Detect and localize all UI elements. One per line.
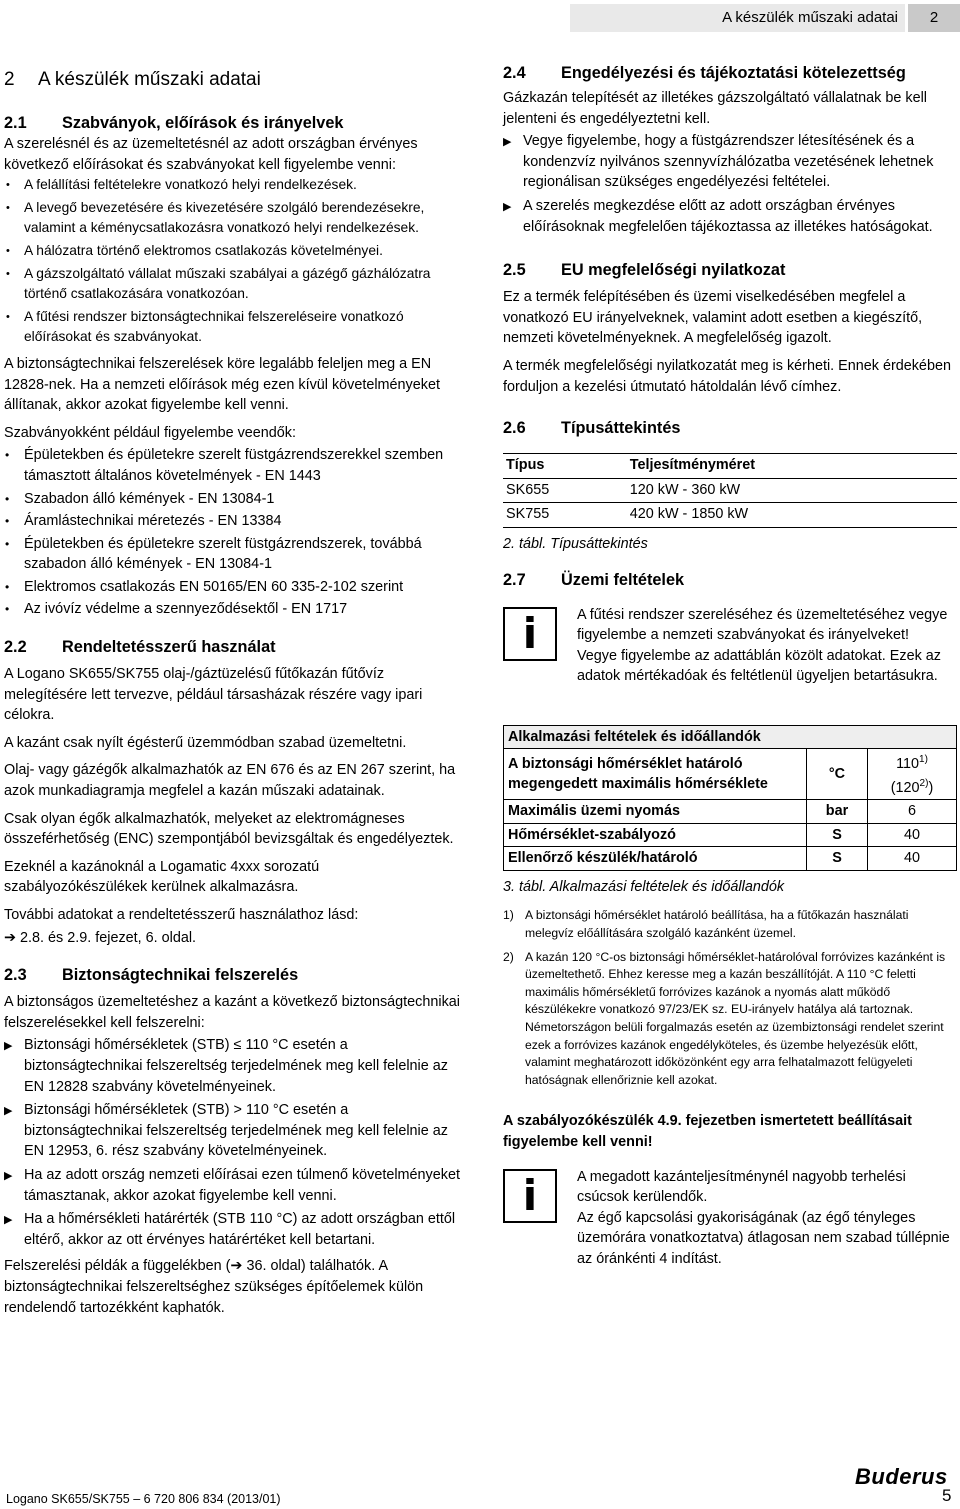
info-note-2: [503, 1167, 957, 1270]
right-column: [503, 62, 957, 1270]
footnote: [503, 949, 957, 1090]
section-2-1-heading: 2.1 Szabványok, előírások és irányelvek: [4, 114, 344, 132]
section-2-1-paragraph: A biztonságtechnikai felszerelések köre legalább feleljen meg a EN 12828-nek. Ha a nemzeti előírások még ezen kívül követelményeket állítanak, akkor azokat figyelembe kell venni.: [4, 355, 440, 414]
paragraph: Ezeknél a kazánoknál a Logamatic 4xxx sorozatú szabályozókészülékek kerülnek alkalmazásra.: [4, 858, 320, 896]
info-note-2-p1: A megadott kazánteljesítménynél nagyobb terhelési csúcsok kerülendők.: [577, 1168, 906, 1206]
list-item: ▶ A szerelés megkezdése előtt az adott országban érvényes előírásoknak megfelelően tájékoztassa az illetékes hatóságokat.: [503, 196, 957, 237]
info-note-1-p2: Vegye figyelembe az adattáblán közölt adatokat. Ezek az adatok mértékadóak és feltétlenül ügyeljen betartásukra.: [577, 647, 941, 685]
list-item: ▶ Vegye figyelembe, hogy a füstgázrendszer létesítésének és a kondenzvíz nyilvános szennyvízhálózatba vezetésének lehetnek regionálisan szükséges engedélyezési feltételei.: [503, 131, 957, 193]
footnote-key: 1): [503, 908, 514, 923]
section-2-5-heading: 2.5 EU megfelelőségi nyilatkozat: [503, 261, 786, 280]
list-item: • Épületekben és épületekre szerelt füstgázrendszerekkel szemben támasztott általános követelmények - EN 1443: [4, 445, 462, 486]
list-item: • A gázszolgáltató vállalat műszaki szabályai a gázégő gázhálózatra történő csatlakozására vonatkozóan.: [4, 264, 462, 305]
table-row: Ellenőrző készülék/határoló S 40: [504, 847, 957, 871]
footnote-text: A kazán 120 °C-os biztonsági hőmérséklet-határolóval forróvizes kazánként is üzemeltethető. Ehhez keresse meg a kazán beszállítóját. A 110 °C feletti maximális hőmérsékletű forróvizes kazánok a nyomás alatt működő készülékekre vonatkozó 97/23/EK sz. EU-irányelv hatálya alá tartoznak. Németországon belüli forgalmazás esetén az üzembiztonsági rendelet szerint ezek a forróvizes kazánok engedélyköteles, és üzembe helyezésük előtt, valamint meghatározott időközönként egy arra felhatalmazott felügyeleti hatóságnak ellenőriznie kell azokat.: [525, 949, 946, 1087]
left-column: [4, 62, 462, 1325]
list-item: • A hálózatra történő elektromos csatlakozás követelményei.: [4, 241, 462, 262]
info-note-2-p2: Az égő kapcsolási gyakoriságának (az égő tényleges üzemórára vonatkoztatva) átlagosan nem szabad túllépnie az óránkénti 4 indítást.: [577, 1209, 950, 1267]
section-2-3-intro: A biztonságos üzemeltetéshez a kazánt a következő biztonságtechnikai felszerelésekkel kell felszerelni:: [4, 994, 460, 1031]
footnote: [503, 907, 957, 942]
type-overview-table: [503, 453, 957, 528]
standards-list: [4, 445, 462, 620]
header-chapter-number: 2: [908, 4, 960, 32]
size-header: Teljesítményméret: [627, 454, 957, 479]
footnote-text: A biztonsági hőmérséklet határoló beállítása, ha a fűtőkazán használati melegvíz előállítására szolgáló kazánként üzemel.: [525, 908, 909, 941]
type-header: Típus: [503, 454, 627, 479]
section-2-7-heading: 2.7 Üzemi feltételek: [503, 570, 685, 589]
table-title: Alkalmazási feltételek és időállandók: [504, 725, 957, 749]
section-2-4-heading: 2.4 Engedélyezési és tájékoztatási kötelezettség: [503, 64, 906, 82]
list-item: • A levegő bevezetésére és kivezetésére szolgáló berendezésekre, valamint a kéménycsatlakozásra vonatkozó helyi rendelkezések.: [4, 198, 462, 239]
regulation-list: [4, 175, 462, 348]
section-2-2-reference[interactable]: ➔ 2.8. és 2.9. fejezet, 6. oldal.: [4, 929, 197, 946]
section-2-4-intro: Gázkazán telepítését az illetékes gázszolgáltató vállalatnak be kell jelenteni és engedélyeztetni kell.: [503, 90, 927, 127]
info-icon: i: [503, 1169, 557, 1223]
paragraph: Olaj- vagy gázégők alkalmazhatók az EN 676 és az EN 267 szerint, ha azok munkadiagramja megfelel a kazán műszaki adatainak.: [4, 762, 456, 800]
list-item: ▶ Biztonsági hőmérsékletek (STB) > 110 °C esetén a biztonságtechnikai felszereltség terjedelmének meg kell felelnie az EN 12953, 6. rész szabvány követelményeinek.: [4, 1100, 462, 1162]
footer-doc: Logano SK655/SK755 – 6 720 806 834 (2013/01): [6, 1492, 281, 1506]
list-item: • Épületekben és épületekre szerelt füstgázrendszerek, továbbá szabadon álló kémények - EN 13084-1: [4, 534, 462, 575]
list-item: • A fűtési rendszer biztonságtechnikai felszereléseire vonatkozó előírásokat és szabványokat.: [4, 307, 462, 348]
list-item: ▶ Ha az adott ország nemzeti előírásai ezen túlmenő követelményeket támasztanak, akkor azokat figyelembe kell venni.: [4, 1165, 462, 1206]
section-2-6-heading: 2.6 Típusáttekintés: [503, 419, 681, 438]
list-item: • Szabadon álló kémények - EN 13084-1: [4, 489, 462, 510]
paragraph: Csak olyan égők alkalmazhatók, melyeket az elektromágneses összeférhetőség (ENC) szempontjából bevizsgáltak és engedélyeztek.: [4, 810, 454, 848]
info-note-1-p1: A fűtési rendszer szereléséhez és üzemeltetéséhez vegye figyelembe a nemzeti szabványokat és irányelveket!: [577, 606, 948, 644]
permit-list: [503, 131, 957, 237]
section-2-1-intro: A szerelésnél és az üzemeltetésnél az adott országban érvényes következő előírásokat és szabványokat kell figyelembe venni:: [4, 136, 418, 173]
controller-note: A szabályozókészülék 4.9. fejezetben ismertetett beállításait figyelembe kell venni!: [503, 1113, 912, 1150]
list-item: • A felállítási feltételekre vonatkozó helyi rendelkezések.: [4, 175, 462, 196]
standards-intro: Szabványokként például figyelembe veendők:: [4, 424, 297, 441]
paragraph: A Logano SK655/SK755 olaj-/gáztüzelésű fűtőkazán fűtővíz melegítésére lett tervezve, például társasházak részére vagy ipari célokra.: [4, 666, 423, 724]
section-2-3-heading: 2.3 Biztonságtechnikai felszerelés: [4, 966, 299, 985]
table-row: Maximális üzemi nyomás bar 6: [504, 800, 957, 824]
paragraph: További adatokat a rendeltetésszerű használathoz lásd:: [4, 907, 359, 923]
list-item: ▶ Biztonsági hőmérsékletek (STB) ≤ 110 °C esetén a biztonságtechnikai felszereltség terjedelmének meg kell felelnie az EN 12828 szabvány követelményeinek.: [4, 1035, 462, 1097]
list-item: • Elektromos csatlakozás EN 50165/EN 60 335-2-102 szerint: [4, 577, 462, 598]
header-title: A készülék műszaki adatai: [722, 9, 898, 26]
footnote-key: 2): [503, 949, 514, 964]
chapter-heading: 2 A készülék műszaki adatai: [4, 69, 261, 90]
table-2-caption: 2. tábl. Típusáttekintés: [503, 535, 648, 552]
brand-logo: Buderus: [855, 1464, 948, 1489]
safety-equipment-list: [4, 1035, 462, 1250]
table-row: SK755 420 kW - 1850 kW: [503, 503, 957, 528]
list-item: • Az ivóvíz védelme a szennyeződésektől - EN 1717: [4, 599, 462, 620]
section-2-2-heading: 2.2 Rendeltetésszerű használat: [4, 638, 276, 657]
table-row: A biztonsági hőmérséklet határoló megengedett maximális hőmérséklete °C 110$^{1)}$ (120$^{2)}$): [504, 749, 957, 800]
operating-conditions-table: [503, 725, 957, 871]
footnotes: [503, 907, 957, 1089]
info-icon: i: [503, 607, 557, 661]
section-2-5-p1: Ez a termék felépítésében és üzemi viselkedésében megfelel a vonatkozó EU irányelveknek, valamint adott esetben a kiegészítő, nemzeti követelményeknek. A megfelelőség igazolt.: [503, 289, 923, 347]
list-item: ▶ Ha a hőmérsékleti határérték (STB 110 °C) az adott országban ettől eltérő, akkor az ott érvényes határértéket kell betartani.: [4, 1209, 462, 1250]
table-row: Hőmérséklet-szabályozó S 40: [504, 823, 957, 847]
page-number: 5: [942, 1486, 952, 1505]
section-2-5-p2: A termék megfelelőségi nyilatkozatát meg is kérheti. Ennek érdekében forduljon a kezelési útmutató hátoldalán lévő címhez.: [503, 357, 951, 395]
section-2-3-outro: Felszerelési példák a függelékben (➔ 36. oldal) találhatók. A biztonságtechnikai felszereltséghez szükséges építőelemek külön rendelendő tartozékként kaphatók.: [4, 1258, 424, 1316]
list-item: • Áramlástechnikai méretezés - EN 13384: [4, 511, 462, 532]
table-3-caption: 3. tábl. Alkalmazási feltételek és időállandók: [503, 878, 785, 895]
section-2-2-paragraphs: [4, 664, 462, 926]
paragraph: A kazánt csak nyílt égésterű üzemmódban szabad üzemeltetni.: [4, 734, 407, 751]
info-note-1: [503, 605, 957, 687]
table-row: SK655 120 kW - 360 kW: [503, 478, 957, 503]
